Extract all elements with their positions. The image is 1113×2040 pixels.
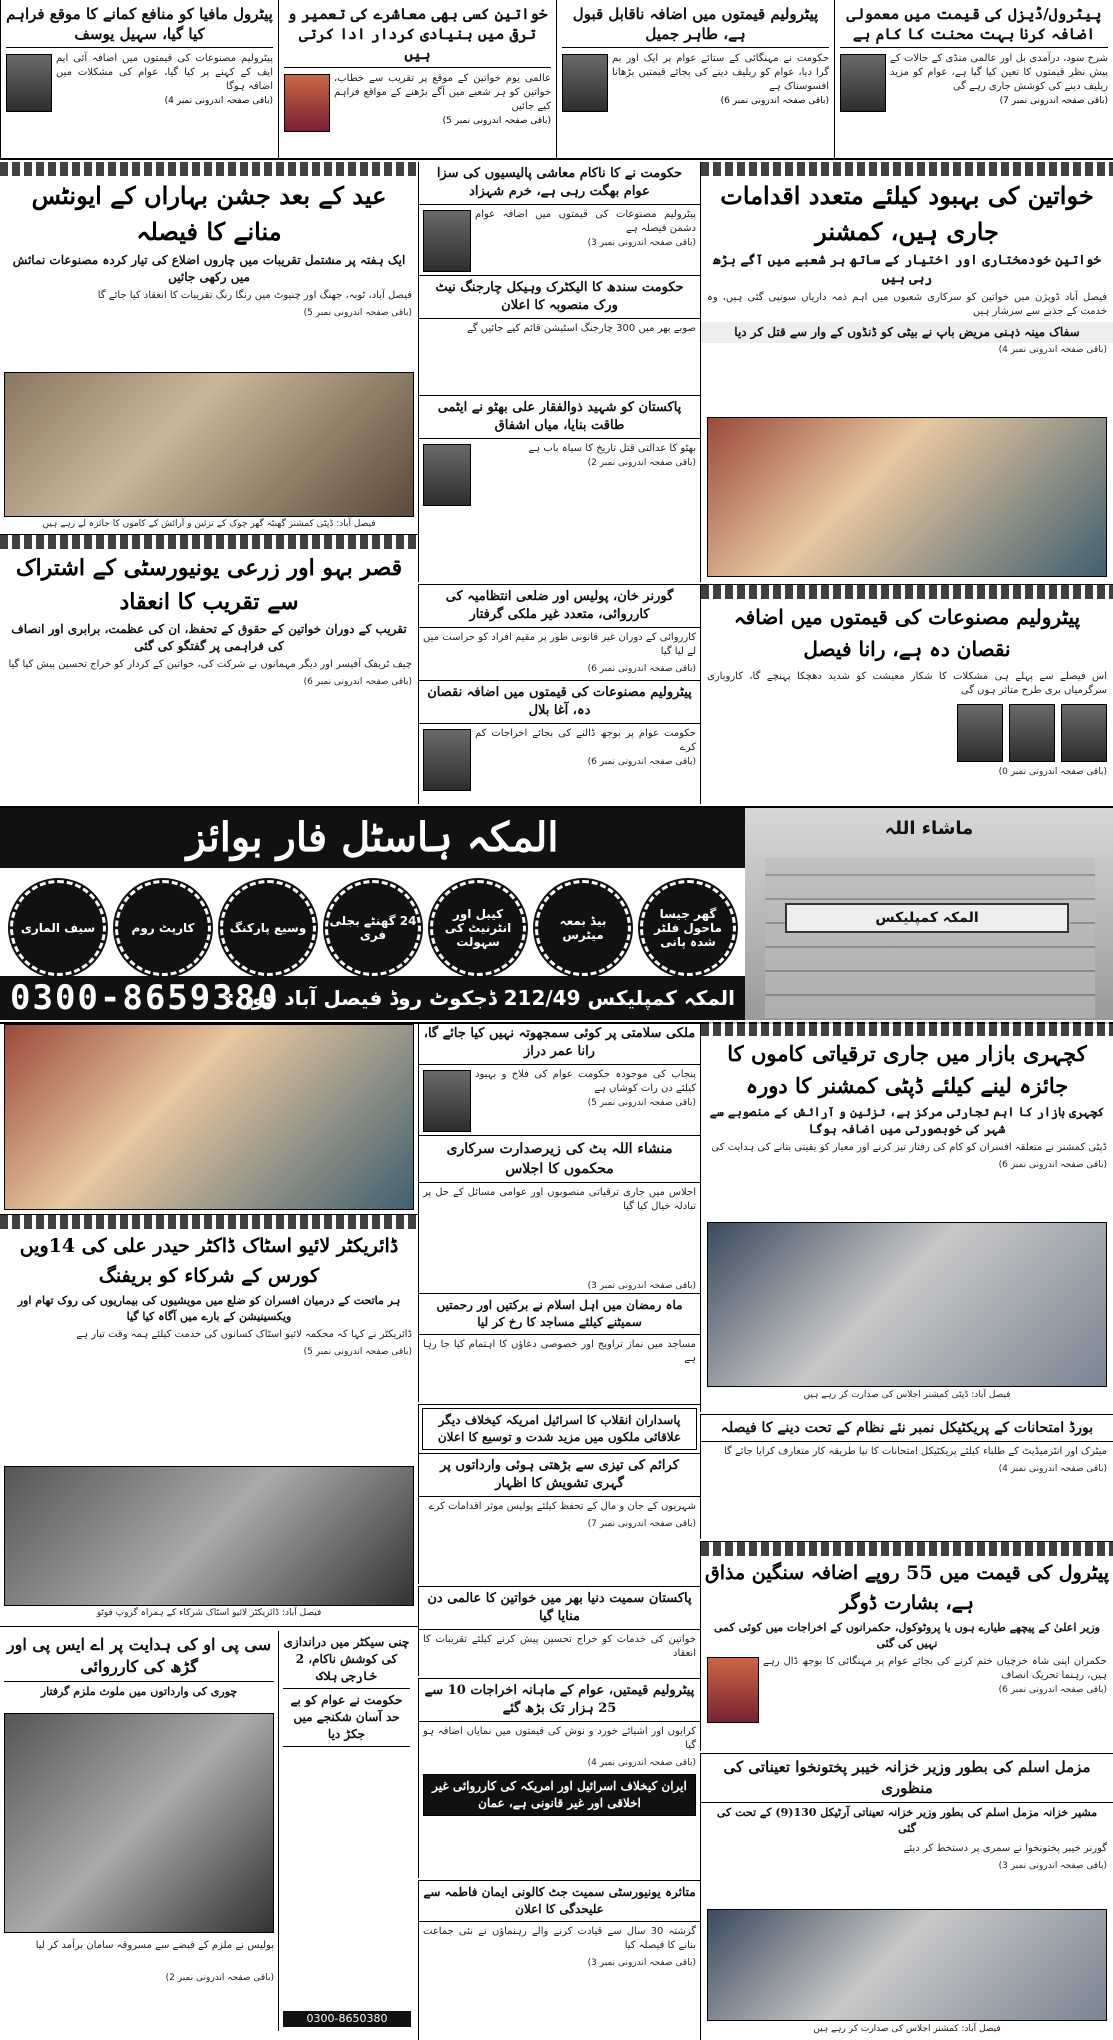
ad-feature-badge: کارپٹ روم xyxy=(115,880,211,976)
portrait-photo xyxy=(423,729,471,791)
building-facade xyxy=(765,858,1095,1018)
story-headline: پاکستان کو شہید ذوالفقار علی بھٹو نے ایٹمی طاقت بنایا، میاں اشفاق xyxy=(419,395,700,439)
story-body: حکومت عوام پر بوجھ ڈالنے کی بجائے اخراجات کم کرے xyxy=(475,728,696,753)
headline-ornament xyxy=(701,585,1113,599)
continued-ref: (باقی صفحہ اندرونی نمبر 6) xyxy=(587,757,696,767)
top-story-4 xyxy=(0,0,278,158)
continued-ref: (باقی صفحہ اندرونی نمبر 2) xyxy=(165,1973,274,1983)
story-university-announcement xyxy=(418,1880,700,2040)
top-story-body: شرح سود، درآمدی بل اور عالمی منڈی کے حالات کے پیش نظر قیمتوں کا تعین کیا گیا ہے، عوام کو مزید ریلیف دینے کی کوشش جاری رہے گی xyxy=(890,53,1108,92)
story-headline: منشاء اللہ بٹ کی زیرصدارت سرکاری محکموں کا اجلاس xyxy=(419,1135,700,1183)
story-body: گورنر خیبر پختونخوا نے سمری پر دستخط کر دیئے xyxy=(903,1843,1107,1854)
continued-ref: (باقی صفحہ اندرونی نمبر 7) xyxy=(587,1519,696,1529)
story-headline: متاثرہ یونیورسٹی سمیت جٹ کالونی ایمان فاطمہ سے علیحدگی کا اعلان xyxy=(419,1881,700,1922)
continued-ref: (باقی صفحہ اندرونی نمبر 3) xyxy=(998,1861,1107,1871)
story-headline: گورنر خان، پولیس اور ضلعی انتظامیہ کی کارروائی، متعدد غیر ملکی گرفتار xyxy=(419,585,700,628)
story-body: صوبے بھر میں 300 چارجنگ اسٹیشن قائم کیے جائیں گے xyxy=(467,323,696,334)
photo-caption: فیصل آباد: ڈائریکٹر لائیو اسٹاک شرکاء کے ہمراہ گروپ فوٹو xyxy=(96,1608,322,1618)
continued-ref: (باقی صفحہ اندرونی نمبر 2) xyxy=(587,458,696,468)
continued-ref: (باقی صفحہ اندرونی نمبر 6) xyxy=(998,1685,1107,1695)
portrait-photo xyxy=(1061,704,1107,762)
story-subheadline: خواتین خودمختاری اور اختیار کے ساتھ ہر شعبے میں آگے بڑھ رہی ہیں xyxy=(712,253,1102,286)
headline-ornament xyxy=(0,1215,418,1229)
story-finance-minister xyxy=(700,1753,1113,2040)
arrest-photo xyxy=(4,1713,274,1933)
story-headline: ماہ رمضان میں اہل اسلام نے برکتیں اور رحمتیں سمیٹنے کیلئے مساجد کا رخ کر لیا xyxy=(419,1293,700,1335)
top-story-3 xyxy=(278,0,556,158)
continued-ref: (باقی صفحہ اندرونی نمبر 5) xyxy=(303,1347,412,1357)
continued-ref: (باقی صفحہ اندرونی نمبر 4) xyxy=(164,96,273,106)
headline-ornament xyxy=(701,1542,1113,1556)
story-bisharat-dogar xyxy=(700,1541,1113,1751)
story-body: فیصل آباد ڈویژن میں خواتین کو سرکاری شعبوں میں اہم ذمہ داریاں سونپی گئی ہیں، وہ خدمت کے جذبے سے سرشار ہیں xyxy=(707,292,1107,317)
portrait-photo xyxy=(707,1657,759,1723)
headline-ornament xyxy=(701,162,1113,176)
footer-phone: 0300-8650380 xyxy=(283,2011,411,2027)
photo-caption: فیصل آباد: ڈپٹی کمشنر گھنٹہ گھر چوک کے تزئین و آرائش کے کاموں کا جائزہ لے رہے ہیں xyxy=(42,519,376,529)
ad-feature-badge: بیڈ بمعہ میٹرس xyxy=(535,880,631,976)
story-headline: پیٹرول کی قیمت میں 55 روپے اضافہ سنگین مذاق ہے، بشارت ڈوگر xyxy=(704,1562,1109,1614)
story-rana-faisal xyxy=(700,584,1113,804)
side-headline: چنی سیکٹر میں دراندازی کی کوشش ناکام، 2 خارجی ہلاک xyxy=(283,1631,410,1689)
story-body: اجلاس میں جاری ترقیاتی منصوبوں اور عوامی مسائل کے حل پر تبادلہ خیال کیا گیا xyxy=(423,1187,696,1212)
portrait-photo xyxy=(6,54,52,112)
continued-ref: (باقی صفحہ اندرونی نمبر 6) xyxy=(720,96,829,106)
ad-title: المکہ ہاسٹل فار بوائز xyxy=(0,808,745,868)
continued-ref: (باقی صفحہ اندرونی نمبر 5) xyxy=(303,308,412,318)
story-body: ڈائریکٹر نے کہا کہ محکمہ لائیو اسٹاک کسانوں کی خدمت کیلئے ہمہ وقت تیار ہے xyxy=(76,1329,412,1340)
continued-ref: (باقی صفحہ اندرونی نمبر 0) xyxy=(998,767,1107,777)
ad-feature-badge: سیف الماری xyxy=(10,880,106,976)
story-subheadline: چوری کی وارداتوں میں ملوث ملزم گرفتار xyxy=(40,1685,238,1698)
story-subheadline: سفاک مینہ ذہنی مریض باپ نے بیٹی کو ڈنڈوں کے وار سے قتل کر دیا xyxy=(701,322,1113,343)
clock-tower-photo xyxy=(4,372,414,517)
side-headline: حکومت نے عوام کو بے حد آسان شکنجے میں جکڑ دیا xyxy=(283,1689,410,1747)
story-body: پولیس نے ملزم کے قبضے سے مسروقہ سامان برآمد کر لیا xyxy=(35,1940,274,1951)
building-sign: المکہ کمپلیکس xyxy=(785,903,1069,933)
continued-ref: (باقی صفحہ اندرونی نمبر 4) xyxy=(998,1464,1107,1474)
continued-ref: (باقی صفحہ اندرونی نمبر 7) xyxy=(999,96,1108,106)
story-headline: ڈائریکٹر لائیو اسٹاک ڈاکٹر حیدر علی کی 14ویں کورس کے شرکاء کو بریفنگ xyxy=(19,1235,399,1287)
top-story-1 xyxy=(834,0,1113,158)
story-womens-day xyxy=(418,1586,700,1676)
ad-feature-badge: وسیع پارکنگ xyxy=(220,880,316,976)
cpo-story-body xyxy=(0,1631,278,2031)
story-body: کارروائی کے دوران غیر قانونی طور پر مقیم افراد کو حراست میں لے لیا گیا xyxy=(423,632,696,657)
story-body: حکمران اپنی شاہ خرچیاں ختم کرنے کی بجائے عوام پر مہنگائی کا بوجھ ڈال رہے ہیں، رہنما تحریک انصاف xyxy=(763,1656,1107,1681)
side-column xyxy=(278,1631,414,2031)
story-cpo-action xyxy=(0,1626,418,2040)
story-board-exams xyxy=(700,1414,1113,1539)
top-story-headline: پیٹرولیم قیمتوں میں اضافہ ناقابل قبول ہے، طاہر جمیل xyxy=(562,4,829,48)
top-story-body: حکومت نے مہنگائی کے ستائے عوام پر ایک اور بم گرا دیا، عوام کو ریلیف دینے کی بجائے قیمتیں بڑھانا افسوسناک ہے xyxy=(612,53,829,92)
story-headline: خواتین کی بہبود کیلئے متعدد اقدامات جاری ہیں، کمشنر xyxy=(720,181,1094,246)
portrait-photo xyxy=(1009,704,1055,762)
story-headline: کچہری بازار میں جاری ترقیاتی کاموں کا جائزہ لینے کیلئے ڈپٹی کمشنر کا دورہ xyxy=(727,1041,1087,1098)
story-headline: حکومت نے کا ناکام معاشی پالیسیوں کی سزا عوام بھگت رہی ہے، خرم شہزاد xyxy=(419,162,700,205)
story-body: ڈپٹی کمشنر نے متعلقہ افسران کو کام کی رفتار تیز کرنے اور معیار کو یقینی بنانے کی ہدایت کی xyxy=(711,1142,1107,1153)
story-body: شہریوں کے جان و مال کے تحفظ کیلئے پولیس موثر اقدامات کرے xyxy=(428,1501,696,1512)
continued-ref: (باقی صفحہ اندرونی نمبر 6) xyxy=(303,677,412,687)
story-rana-umar xyxy=(418,1022,700,1402)
story-crime-concern xyxy=(418,1404,700,1584)
story-subheadline: کچہری بازار کا اہم تجارتی مرکز ہے، تزئین و آرائش کے منصوبے سے شہر کی خوبصورتی میں اضافہ ہوگا xyxy=(709,1105,1105,1136)
story-livestock-director xyxy=(0,1214,418,1414)
story-body: مساجد میں نماز تراویح اور خصوصی دعاؤں کا اہتمام کیا جا رہا ہے xyxy=(423,1339,696,1364)
photo-caption: فیصل آباد: کمشنر اجلاس کی صدارت کر رہے ہیں xyxy=(813,2024,1001,2034)
portrait-photo xyxy=(423,1070,471,1132)
continued-ref: (باقی صفحہ اندرونی نمبر 3) xyxy=(587,1281,696,1291)
ad-feature-badge: 24 گھنٹے بجلی فری xyxy=(325,880,421,976)
story-headline: سی پی او کی ہدایت پر اے ایس پی اور گڑھ کی کارروائی xyxy=(4,1631,274,1682)
story-subheadline: تقریب کے دوران خواتین کے حقوق کے تحفظ، ان کی عظمت، برابری اور انصاف کی فراہمی پر گفتگو کی گئی xyxy=(11,622,407,653)
top-story-body: عالمی یوم خواتین کے موقع پر تقریب سے خطاب، خواتین کو ہر شعبے میں آگے بڑھنے کے مواقع فراہم کیے جائیں xyxy=(334,73,551,112)
continued-ref: (باقی صفحہ اندرونی نمبر 6) xyxy=(998,1160,1107,1170)
top-story-headline: پیٹرول/ڈیزل کی قیمت میں معمولی اضافہ کرنا بہت محنت کا کام ہے xyxy=(840,4,1108,48)
portrait-photo xyxy=(957,704,1003,762)
story-body: پنجاب کی موجودہ حکومت عوام کی فلاح و بہبود کیلئے دن رات کوشاں ہے xyxy=(475,1069,696,1094)
ad-contact-bar xyxy=(0,976,745,1020)
side-box-headline: ایران کیخلاف اسرائیل اور امریکہ کی کارروائی غیر اخلاقی اور غیر قانونی ہے، عمان xyxy=(423,1774,696,1816)
continued-ref: (باقی صفحہ اندرونی نمبر 3) xyxy=(587,1958,696,1968)
top-story-body: پیٹرولیم مصنوعات کی قیمتوں میں اضافہ آئی ایم ایف کے کہنے پر کیا گیا، عوام کی مشکلات میں اضافہ ہوگا xyxy=(56,53,273,92)
ad-phone-number: 0300-8659380 xyxy=(10,978,280,1018)
group-photo xyxy=(707,417,1107,577)
building-photo xyxy=(745,808,1113,1020)
continued-ref: (باقی صفحہ اندرونی نمبر 3) xyxy=(587,238,696,248)
story-headline: بورڈ امتحانات کے پریکٹیکل نمبر نئے نظام کے تحت دینے کا فیصلہ xyxy=(701,1415,1113,1442)
continued-ref: (باقی صفحہ اندرونی نمبر 4) xyxy=(587,1758,696,1768)
headline-ornament xyxy=(701,1022,1113,1036)
story-police-action xyxy=(418,584,700,804)
ad-feature-badge: کیبل اور انٹرنیٹ کی سہولت xyxy=(430,880,526,976)
story-subheadline: وزیر اعلیٰ کے پیچھے طیارے ہوں یا پروٹوکول، حکمرانوں کے اخراجات میں کوئی کمی نہیں کی گئی xyxy=(714,1621,1100,1650)
story-body: گزشتہ 30 سال سے قیادت کرنے والے رہنماؤں نے نئی جماعت بنانے کا فیصلہ کیا xyxy=(423,1926,696,1951)
story-body: پیٹرولیم مصنوعات کی قیمتوں میں اضافہ عوام دشمن فیصلہ ہے xyxy=(475,209,696,234)
event-collage-photo xyxy=(4,1024,414,1210)
ad-feature-badge: گھر جیسا ماحول فلٹر شدہ پانی xyxy=(640,880,736,976)
top-story-headline: پیٹرول مافیا کو منافع کمانے کا موقع فراہم کیا گیا، سہیل یوسف xyxy=(6,4,273,48)
headline-ornament xyxy=(0,535,418,549)
meeting-photo xyxy=(707,1909,1107,2021)
story-spring-festival xyxy=(0,162,418,532)
hostel-advertisement xyxy=(0,806,1113,1024)
story-body: کرایوں اور اشیائے خورد و نوش کی قیمتوں میں نمایاں اضافہ ہو گیا xyxy=(423,1726,696,1751)
story-headline: پیٹرولیم قیمتیں، عوام کے ماہانہ اخراجات 10 سے 25 ہزار تک بڑھ گئے xyxy=(419,1679,700,1722)
portrait-photo xyxy=(840,54,886,112)
side-box-headline: پاسداران انقلاب کا اسرائیل امریکہ کیخلاف دیگر علاقائی ملکوں میں مزید شدت و توسیع کا اعلان xyxy=(422,1408,697,1450)
portrait-photo xyxy=(423,444,471,506)
story-headline: ملکی سلامتی پر کوئی سمجھوتہ نہیں کیا جائے گا، رانا عمر دراز xyxy=(419,1022,700,1065)
story-monthly-expenses xyxy=(418,1678,700,1878)
portrait-photo xyxy=(284,74,330,132)
story-headline: مزمل اسلم کی بطور وزیر خزانہ خیبر پختونخوا تعیناتی کی منظوری xyxy=(701,1754,1113,1803)
story-headline: حکومت سندھ کا الیکٹرک وہیکل چارجنگ نیٹ ورک منصوبہ کا اعلان xyxy=(419,275,700,319)
ad-address: المکہ کمپلیکس 212/49 ڈجکوٹ روڈ فیصل آباد فون: xyxy=(226,986,735,1010)
headline-ornament xyxy=(0,162,418,176)
story-body: اس فیصلے سے پہلے ہی مشکلات کا شکار معیشت کو شدید دھچکا پہنچے گا، کاروباری سرگرمیاں بری طرح متاثر ہوں گی xyxy=(707,671,1107,696)
meeting-photo xyxy=(707,1222,1107,1387)
group-photo xyxy=(4,1466,414,1606)
story-subheadline: ہر ماتحت کے درمیان افسران کو ضلع میں مویشیوں کی بیماریوں کی روک تھام اور ویکسینیشن کے بارے میں آگاہ کیا گیا xyxy=(17,1294,401,1323)
story-headline: پیٹرولیم مصنوعات کی قیمتوں میں اضافہ نقصان دہ ہے، رانا فیصل xyxy=(733,605,1081,661)
top-story-2 xyxy=(556,0,834,158)
continued-ref: (باقی صفحہ اندرونی نمبر 5) xyxy=(442,116,551,126)
story-headline: پاکستان سمیت دنیا بھر میں خواتین کا عالمی دن منایا گیا xyxy=(419,1587,700,1630)
story-subheadline: مشیر خزانہ مزمل اسلم کی بطور وزیر خزانہ تعیناتی آرٹیکل 130(9) کے تحت کی گئی xyxy=(716,1806,1098,1835)
story-body: میٹرک اور انٹرمیڈیٹ کے طلباء کیلئے پریکٹیکل امتحانات کا نیا طریقہ کار متعارف کرایا جائے گا xyxy=(723,1446,1107,1457)
photo-caption: فیصل آباد: ڈپٹی کمشنر اجلاس کی صدارت کر رہے ہیں xyxy=(803,1390,1011,1400)
continued-ref: (باقی صفحہ اندرونی نمبر 6) xyxy=(587,664,696,674)
story-headline: عید کے بعد جشن بہاراں کے ایونٹس منانے کا فیصلہ xyxy=(31,181,387,246)
ad-mashallah: ماشاء اللہ xyxy=(884,818,974,839)
portrait-photo xyxy=(562,54,608,112)
story-commissioner xyxy=(700,162,1113,582)
portrait-photo xyxy=(423,210,471,272)
story-katchery-bazaar xyxy=(700,1022,1113,1412)
story-subheadline: ایک ہفتہ پر مشتمل تقریبات میں چاروں اضلاع کی تیار کردہ مصنوعات نمائش میں رکھی جائیں xyxy=(12,253,406,284)
continued-ref: (باقی صفحہ اندرونی نمبر 5) xyxy=(587,1098,696,1108)
continued-ref: (باقی صفحہ اندرونی نمبر 4) xyxy=(998,345,1107,355)
story-headline: کرائم کی تیزی سے بڑھتی ہوئی وارداتوں پر گہری تشویش کا اظہار xyxy=(419,1453,700,1497)
story-body: فیصل آباد، ٹوبہ، جھنگ اور چنیوٹ میں رنگا رنگ تقریبات کا انعقاد کیا جائے گا xyxy=(97,290,412,301)
story-headline: قصر بہو اور زرعی یونیورسٹی کے اشتراک سے تقریب کا انعقاد xyxy=(15,555,403,615)
story-headline: پیٹرولیم مصنوعات کی قیمتوں میں اضافہ نقصان دہ، آغا بلال xyxy=(419,680,700,724)
top-story-headline: خواتین کسی بھی معاشرے کی تعمیر و ترقی میں بنیادی کردار ادا کرتی ہیں xyxy=(284,4,551,68)
story-university-event xyxy=(0,534,418,804)
story-body: بھٹو کا عدالتی قتل تاریخ کا سیاہ باب ہے xyxy=(528,443,696,454)
story-khurram-shahzad xyxy=(418,162,700,582)
story-body: چیف ٹریفک آفیسر اور دیگر مہمانوں نے شرکت کی، خواتین کے کردار کو خراج تحسین پیش کیا گیا xyxy=(8,659,412,670)
story-body: خواتین کی خدمات کو خراج تحسین پیش کرنے کیلئے تقریبات کا انعقاد xyxy=(423,1634,696,1659)
top-strip xyxy=(0,0,1113,160)
